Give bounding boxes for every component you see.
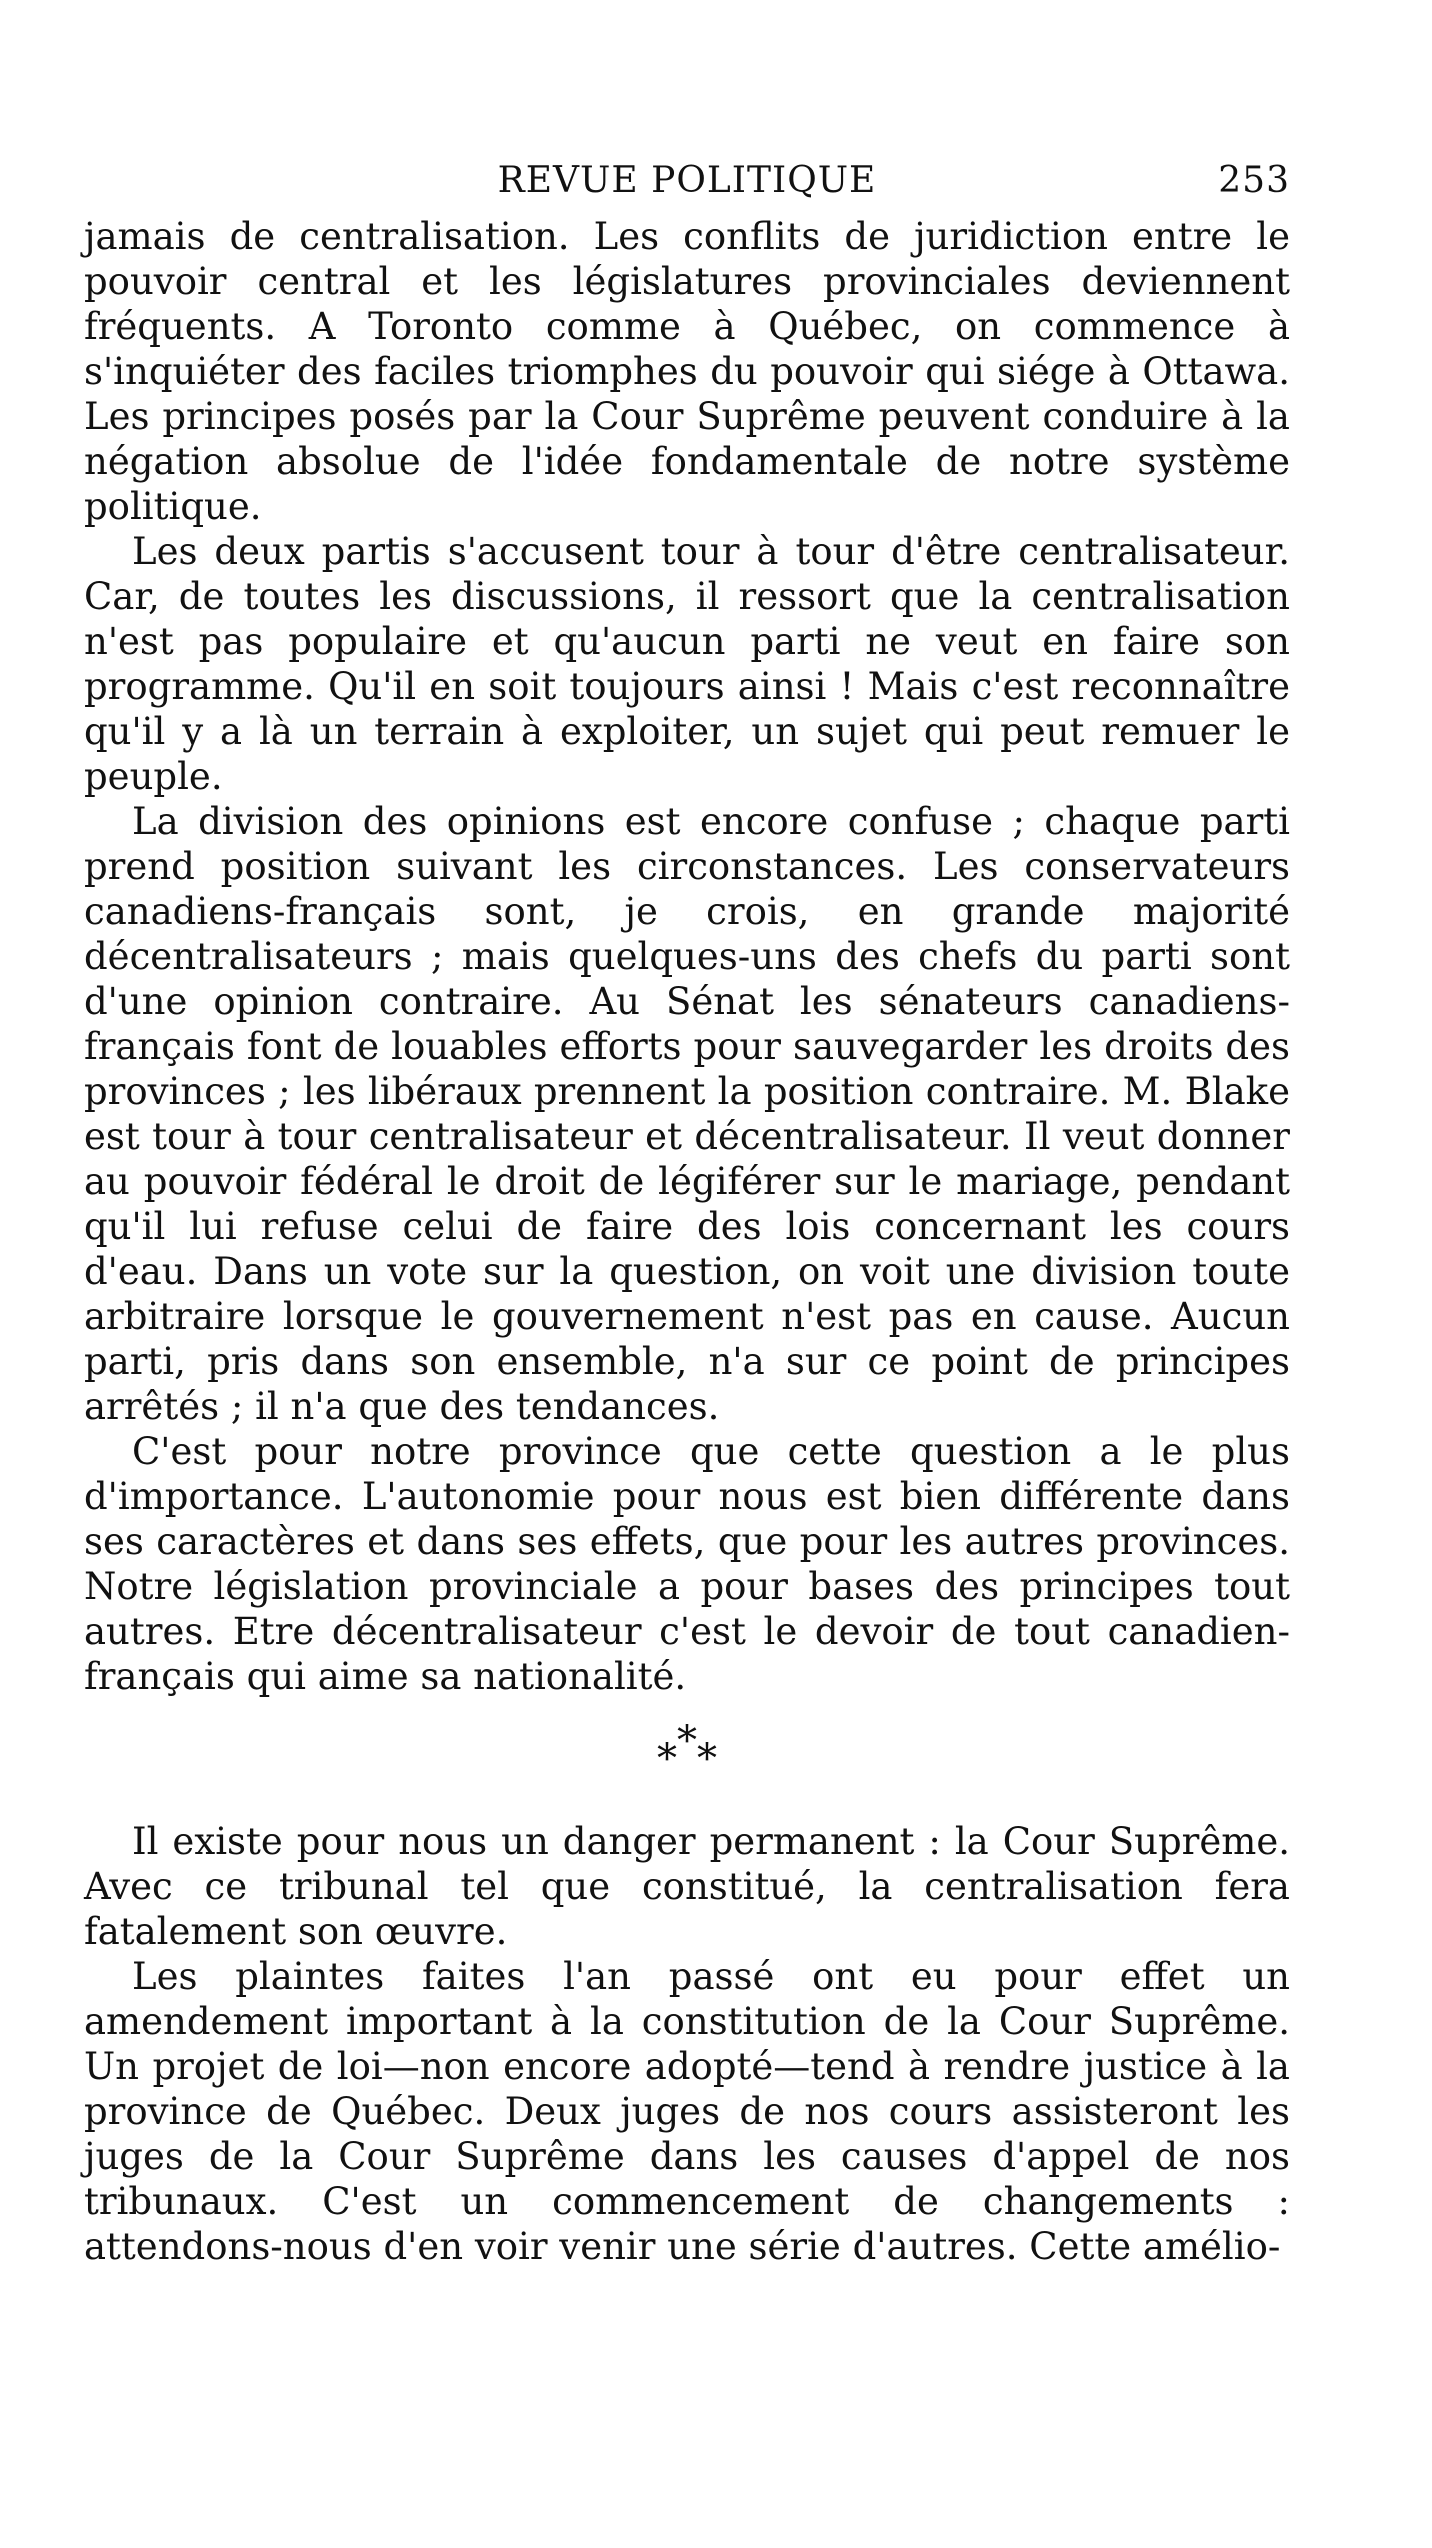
paragraph: Il existe pour nous un danger permanent : la Cour Suprême. Avec ce tribunal tel que constitué, la centralisation fera fatalement son œuvre. <box>84 1820 1290 1953</box>
running-header <box>84 160 1290 214</box>
paragraph: Les plaintes faites l'an passé ont eu pour effet un amendement important à la constitution de la Cour Suprême. Un projet de loi—non encore adopté—tend à rendre justice à la province de Québec. Deux juges de nos cours assisteront les juges de la Cour Suprême dans les causes d'appel de nos tribunaux. C'est un commencement de changements : attendons-nous d'en voir venir une série d'autres. Cette amélio- <box>84 1955 1290 2268</box>
asterisk: * <box>677 1718 697 1764</box>
asterisk: * <box>657 1736 677 1782</box>
paragraph: La division des opinions est encore confuse ; chaque parti prend position suivant les circonstances. Les conservateurs canadiens-français sont, je crois, en grande majorité décentralisateurs ; mais quelques-uns des chefs du parti sont d'une opinion contraire. Au Sénat les sénateurs canadiens-français font de louables efforts pour sauvegarder les droits des provinces ; les libéraux prennent la position contraire. M. Blake est tour à tour centralisateur et décentralisateur. Il veut donner au pouvoir fédéral le droit de légiférer sur le mariage, pendant qu'il lui refuse celui de faire des lois concernant les cours d'eau. Dans un vote sur la question, on voit une division toute arbitraire lorsque le gouvernement n'est pas en cause. Aucun parti, pris dans son ensemble, n'a sur ce point de principes arrêtés ; il n'a que des tendances. <box>84 800 1290 1428</box>
paragraph: jamais de centralisation. Les conflits de juridiction entre le pouvoir central et les législatures provinciales deviennent fréquents. A Toronto comme à Québec, on commence à s'inquiéter des faciles triomphes du pouvoir qui siége à Ottawa. Les principes posés par la Cour Suprême peuvent conduire à la négation absolue de l'idée fondamentale de notre système politique. <box>84 215 1290 528</box>
paragraph: C'est pour notre province que cette question a le plus d'importance. L'autonomie pour nous est bien différente dans ses caractères et dans ses effets, que pour les autres provinces. Notre législation provinciale a pour bases des principes tout autres. Etre décentralisateur c'est le devoir de tout canadien-français qui aime sa nationalité. <box>84 1430 1290 1698</box>
asterisk: * <box>697 1736 717 1782</box>
page-number: 253 <box>1218 160 1290 201</box>
page <box>84 160 1290 2269</box>
journal-title: REVUE POLITIQUE <box>497 160 877 201</box>
section-separator <box>84 1699 1290 1819</box>
paragraph: Les deux partis s'accusent tour à tour d'être centralisateur. Car, de toutes les discussions, il ressort que la centralisation n'est pas populaire et qu'aucun parti ne veut en faire son programme. Qu'il en soit toujours ainsi ! Mais c'est reconnaître qu'il y a là un terrain à exploiter, un sujet qui peut remuer le peuple. <box>84 530 1290 798</box>
article-body <box>84 214 1290 2269</box>
